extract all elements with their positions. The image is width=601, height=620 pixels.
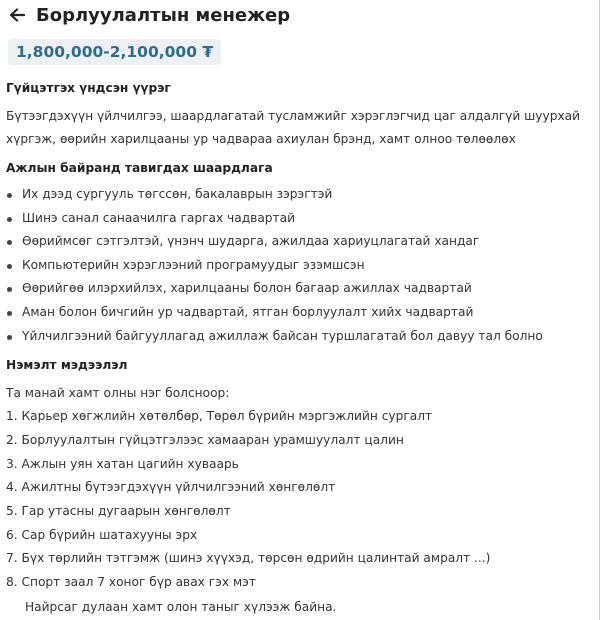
requirement-item: Шинэ санал санаачилга гаргах чадвартай	[6, 207, 591, 231]
salary-badge: 1,800,000-2,100,000 ₮	[8, 39, 221, 65]
main-duties-heading: Гүйцэтгэх үндсэн үүрэг	[6, 81, 171, 95]
main-duties-text: Бүтээгдэхүүн үйлчилгээ, шаардлагатай тусламжийг хэрэглэгчид цаг алдалгүй шуурхай хүргэж, өөрийн харилцааны ур чадвараа ахиулан брэнд, хамт олноо төлөөлөх	[6, 109, 581, 146]
closing-text: Найрсаг дулаан хамт олон таныг хүлээж байна.	[25, 599, 337, 614]
requirement-item: Аман болон бичгийн ур чадвартай, ятган борлуулалт хийх чадвартай	[6, 301, 591, 325]
page-header	[8, 4, 290, 26]
requirement-item: Үйлчилгээний байгууллагад ажиллаж байсан туршлагатай бол давуу тал болно	[6, 325, 591, 349]
benefits-list	[6, 405, 591, 595]
requirements-list	[6, 183, 591, 348]
benefit-item: 2. Борлуулалтын гүйцэтгэлээс хамааран урамшуулалт цалин	[6, 432, 404, 447]
arrow-left-icon	[9, 8, 25, 22]
back-button[interactable]	[8, 6, 26, 24]
benefit-item: 1. Карьер хөгжлийн хөтөлбөр, Төрөл бүрийн мэргэжлийн сургалт	[6, 409, 433, 424]
requirements-heading: Ажлын байранд тавигдах шаардлага	[6, 161, 273, 175]
additional-info-heading: Нэмэлт мэдээлэл	[6, 358, 128, 373]
requirement-item: Өөриймсөг сэтгэлтэй, үнэнч шударга, ажилдаа хариуцлагатай хандаг	[6, 230, 591, 254]
benefit-item: 4. Ажилтны бүтээгдэхүүн үйлчилгээний хөнгөлөлт	[6, 480, 336, 495]
requirement-item: Өөрийгөө илэрхийлэх, харилцааны болон багаар ажиллах чадвартай	[6, 277, 591, 301]
benefit-item: 5. Гар утасны дугаарын хөнгөлөлт	[6, 503, 231, 518]
benefit-item: 3. Ажлын уян хатан цагийн хуваарь	[6, 456, 239, 471]
page-title: Борлуулалтын менежер	[36, 4, 291, 26]
requirement-item: Компьютерийн хэрэглээний програмуудыг эзэмшсэн	[6, 254, 591, 278]
benefit-item: 8. Спорт заал 7 хоног бүр авах гэх мэт	[6, 574, 256, 589]
benefits-intro: Та манай хамт олны нэг болсноор:	[6, 386, 230, 401]
benefit-item: 7. Бүх төрлийн тэтгэмж (шинэ хүүхэд, төрсөн өдрийн цалинтай амралт ...)	[6, 551, 491, 566]
requirement-item: Их дээд сургууль төгссөн, бакалаврын зэрэгтэй	[6, 183, 591, 207]
job-description	[6, 76, 591, 619]
benefit-item: 6. Сар бүрийн шатахууны эрх	[6, 527, 198, 542]
